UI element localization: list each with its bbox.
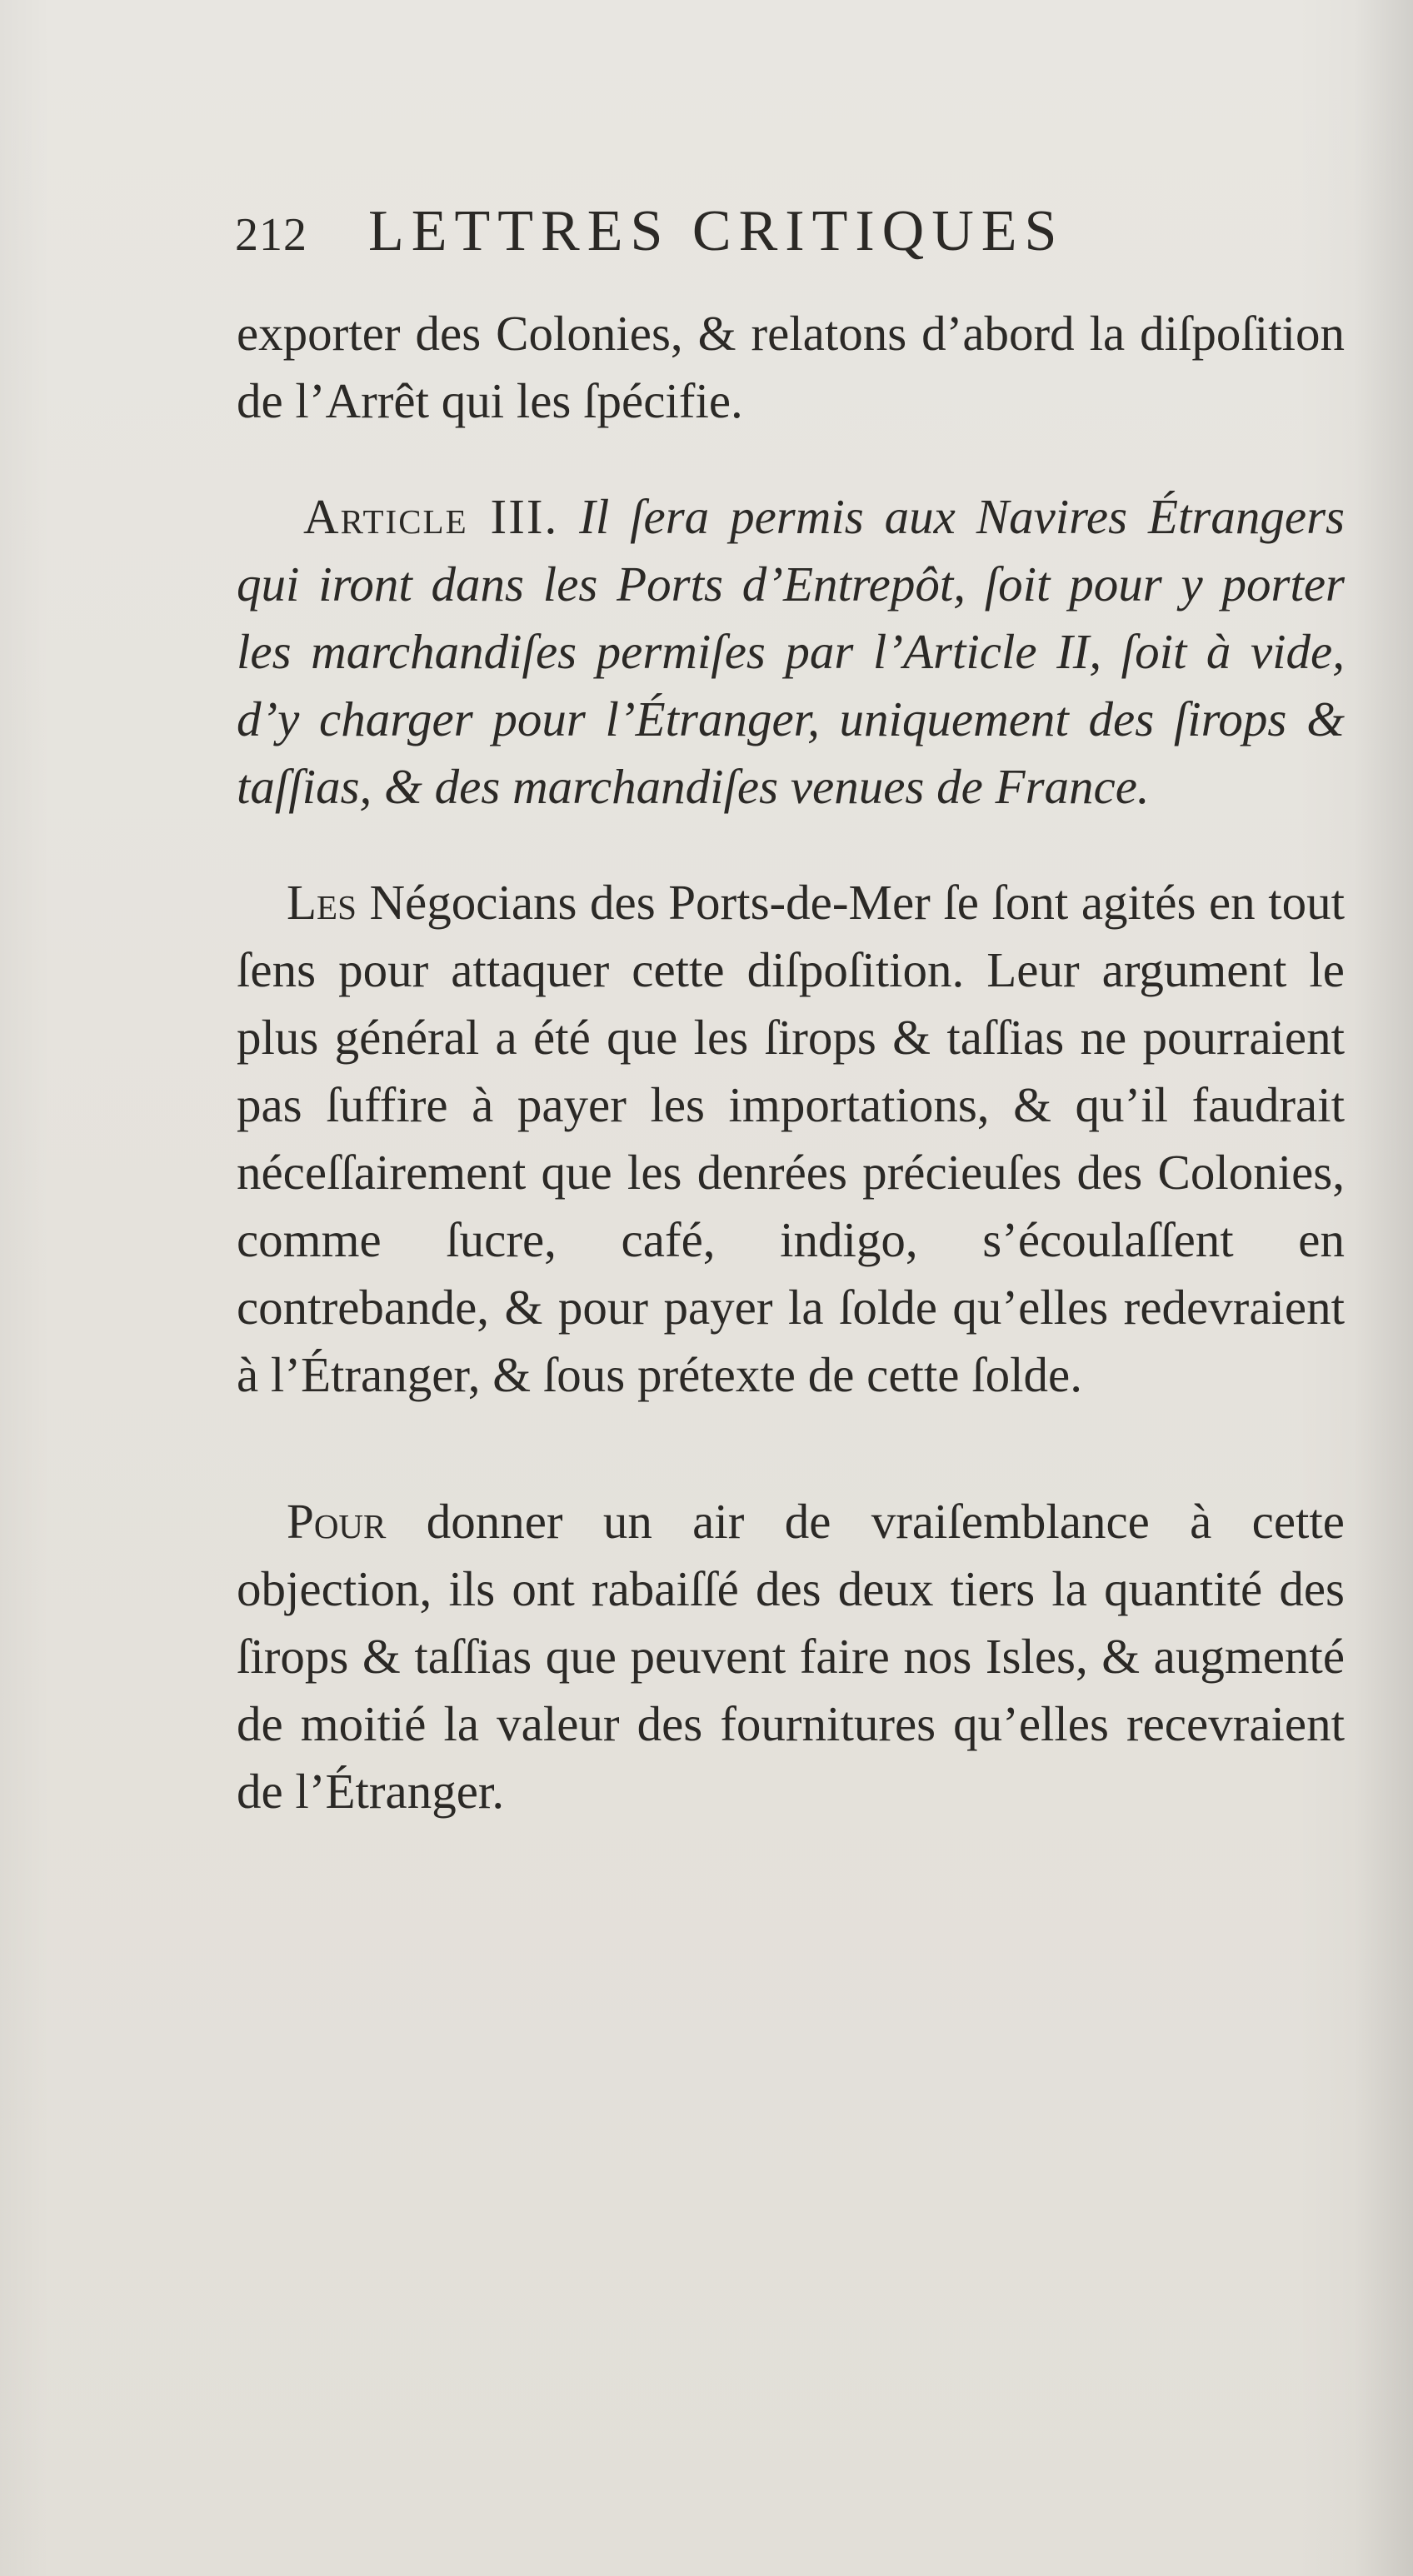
body-text (237, 300, 1345, 1905)
paragraph-text: Négocians des Ports-de-Mer ſe ſont agités en tout ſens pour attaquer cette diſpoſition. Leur argument le plus général a été que les ſirops & taſſias ne pourraient pas ſuffire à payer les importations, & qu’il faudrait néceſſairement que les denrées précieuſes des Colonies, comme ſucre, café, indigo, s’écoulaſſent en contrebande, & pour payer la ſolde qu’elles redevraient à l’Étranger, & ſous prétexte de cette ſolde. (237, 875, 1346, 1402)
continuation-paragraph: exporter des Colonies, & relatons d’abord la diſpoſition de l’Arrêt qui les ſpécifie. (237, 306, 1345, 428)
article-label: Article III. (303, 489, 559, 544)
paragraph-text: donner un air de vraiſemblance à cette objection, ils ont rabaiſſé des deux tiers la quantité des ſirops & taſſias que peuvent faire nos Isles, & augmenté de moitié la valeur des fournitures qu’elles recevraient de l’Étranger. (237, 1494, 1345, 1819)
paragraph-vraisemblance (237, 1488, 1345, 1825)
article-paragraph (237, 483, 1345, 821)
page-number: 212 (235, 209, 307, 261)
paragraph-lead: Pour (287, 1494, 387, 1549)
paragraph-negocians (237, 869, 1345, 1409)
paragraph-lead: Les (287, 875, 357, 930)
page-header (235, 198, 1351, 273)
running-title: LETTRES CRITIQUES (368, 199, 1065, 263)
article-text: Il ſera permis aux Navires Étrangers qui iront dans les Ports d’Entrepôt, ſoit pour y porter les marchandiſes permiſes par l’Article II, ſoit à vide, d’y charger pour l’Étranger, uniquement des ſirops & taſſias, & des marchandiſes venues de France. (237, 489, 1345, 814)
